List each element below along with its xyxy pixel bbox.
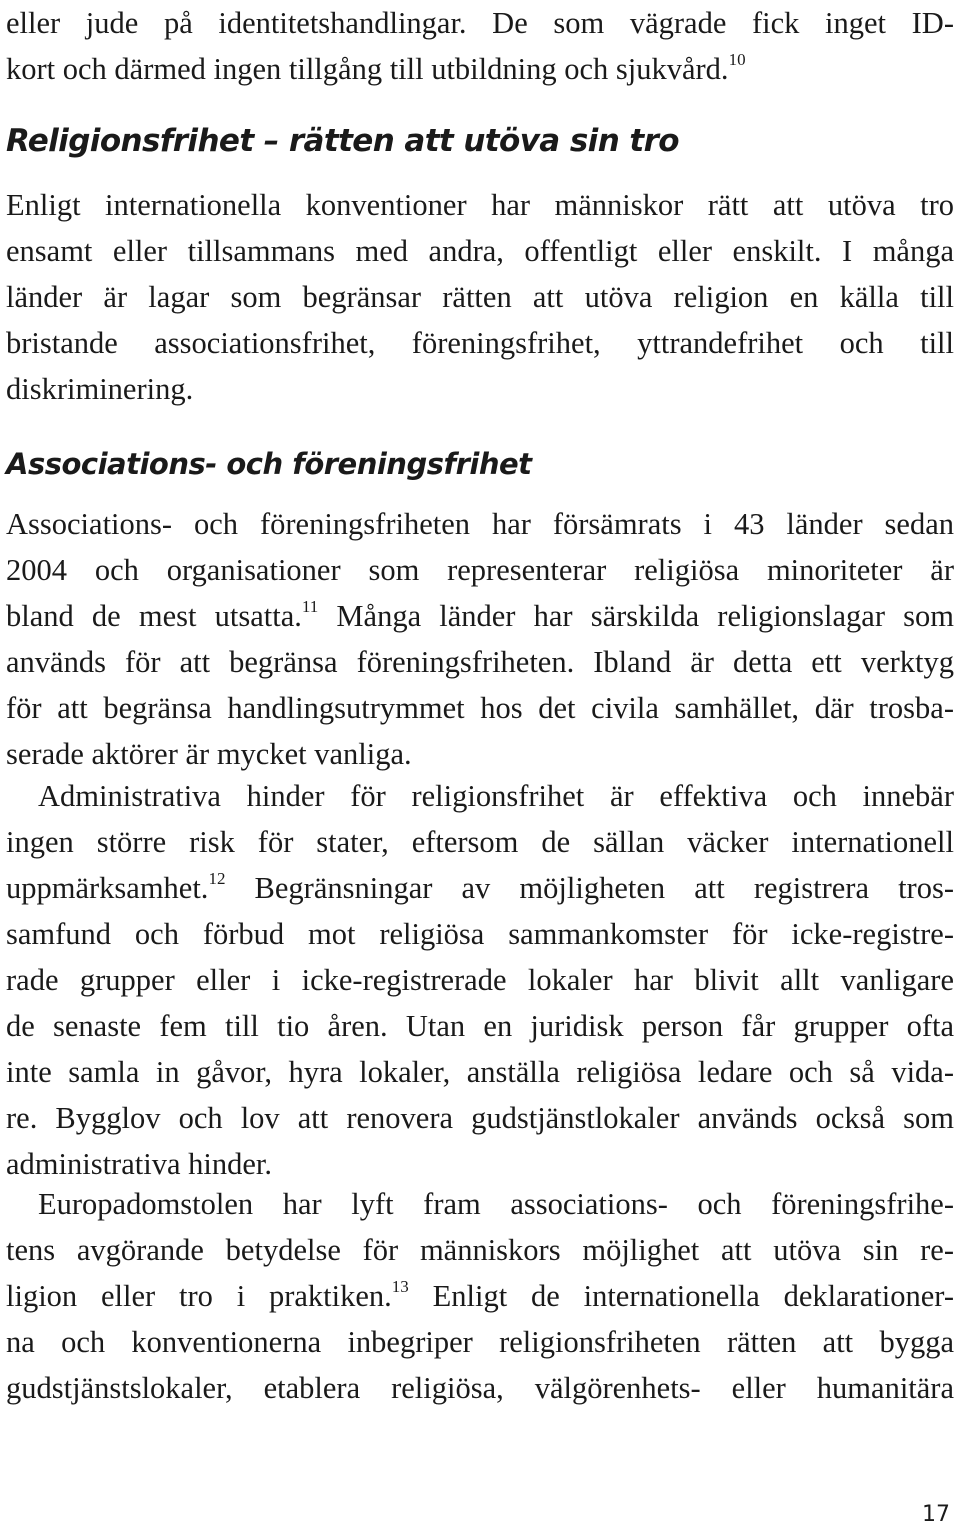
text-line: tens avgörande betydelse för människors möjlighet att utöva sin re- (6, 1233, 954, 1267)
footnote-ref-13: 13 (391, 1277, 409, 1296)
section1-paragraph (6, 182, 954, 412)
text-line: länder är lagar som begränsar rätten att utöva religion en källa till (6, 280, 954, 314)
footnote-ref-10: 10 (728, 50, 746, 69)
text-line: Begränsningar av möjligheten att registrera tros- (225, 871, 954, 905)
text-line: Associations- och föreningsfriheten har försämrats i 43 länder sedan (6, 507, 954, 541)
text-line: 2004 och organisationer som representerar religiösa minoriteter är (6, 553, 954, 587)
text-line: rade grupper eller i icke-registrerade lokaler har blivit allt vanligare (6, 963, 954, 997)
intro-paragraph (6, 0, 954, 92)
text-line: samfund och förbud mot religiösa sammankomster för icke-registre- (6, 917, 954, 951)
text-line: för att begränsa handlingsutrymmet hos det civila samhället, där trosba- (6, 691, 954, 725)
text-line: na och konventionerna inbegriper religionsfriheten rätten att bygga (6, 1325, 954, 1359)
section-heading-associationsfrihet: Associations- och föreningsfrihet (6, 447, 532, 481)
text-line: Administrativa hinder för religionsfrihet är effektiva och innebär (38, 779, 954, 813)
text-line: diskriminering. (6, 372, 194, 406)
footnote-ref-12: 12 (208, 869, 226, 888)
text-line: gudstjänstslokaler, etablera religiösa, välgörenhets- eller humanitära (6, 1371, 954, 1405)
text-line: Enligt internationella konventioner har människor rätt att utöva tro (6, 188, 954, 222)
text-line: ligion eller tro i praktiken. (6, 1279, 392, 1313)
text-line: uppmärksamhet. (6, 871, 209, 905)
text-line: eller jude på identitetshandlingar. De som vägrade fick inget ID- (6, 6, 954, 40)
text-line: bland de mest utsatta. (6, 599, 302, 633)
text-line: ingen större risk för stater, eftersom de sällan väcker internationell (6, 825, 954, 859)
text-line: Europadomstolen har lyft fram associations- och föreningsfrihe- (38, 1187, 954, 1221)
section-heading-religionsfrihet: Religionsfrihet – rätten att utöva sin tro (6, 123, 679, 159)
section2-paragraph-3 (6, 1181, 954, 1411)
section2-paragraph-1 (6, 501, 954, 777)
text-line: inte samla in gåvor, hyra lokaler, anställa religiösa ledare och så vida- (6, 1055, 954, 1089)
text-line: kort och därmed ingen tillgång till utbildning och sjukvård. (6, 52, 729, 86)
text-line: administrativa hinder. (6, 1147, 272, 1181)
footnote-ref-11: 11 (301, 597, 319, 616)
text-line: Många länder har särskilda religionslagar som (318, 599, 954, 633)
page-number: 17 (922, 1502, 950, 1527)
text-line: bristande associationsfrihet, föreningsfrihet, yttrandefrihet och till (6, 326, 954, 360)
text-line: de senaste fem till tio åren. Utan en juridisk person får grupper ofta (6, 1009, 954, 1043)
text-line: Enligt de internationella deklarationer- (408, 1279, 954, 1313)
section2-paragraph-2 (6, 773, 954, 1187)
text-line: ensamt eller tillsammans med andra, offentligt eller enskilt. I många (6, 234, 954, 268)
text-line: serade aktörer är mycket vanliga. (6, 737, 412, 771)
text-line: används för att begränsa föreningsfriheten. Ibland är detta ett verktyg (6, 645, 954, 679)
text-line: re. Bygglov och lov att renovera gudstjänstlokaler används också som (6, 1101, 954, 1135)
